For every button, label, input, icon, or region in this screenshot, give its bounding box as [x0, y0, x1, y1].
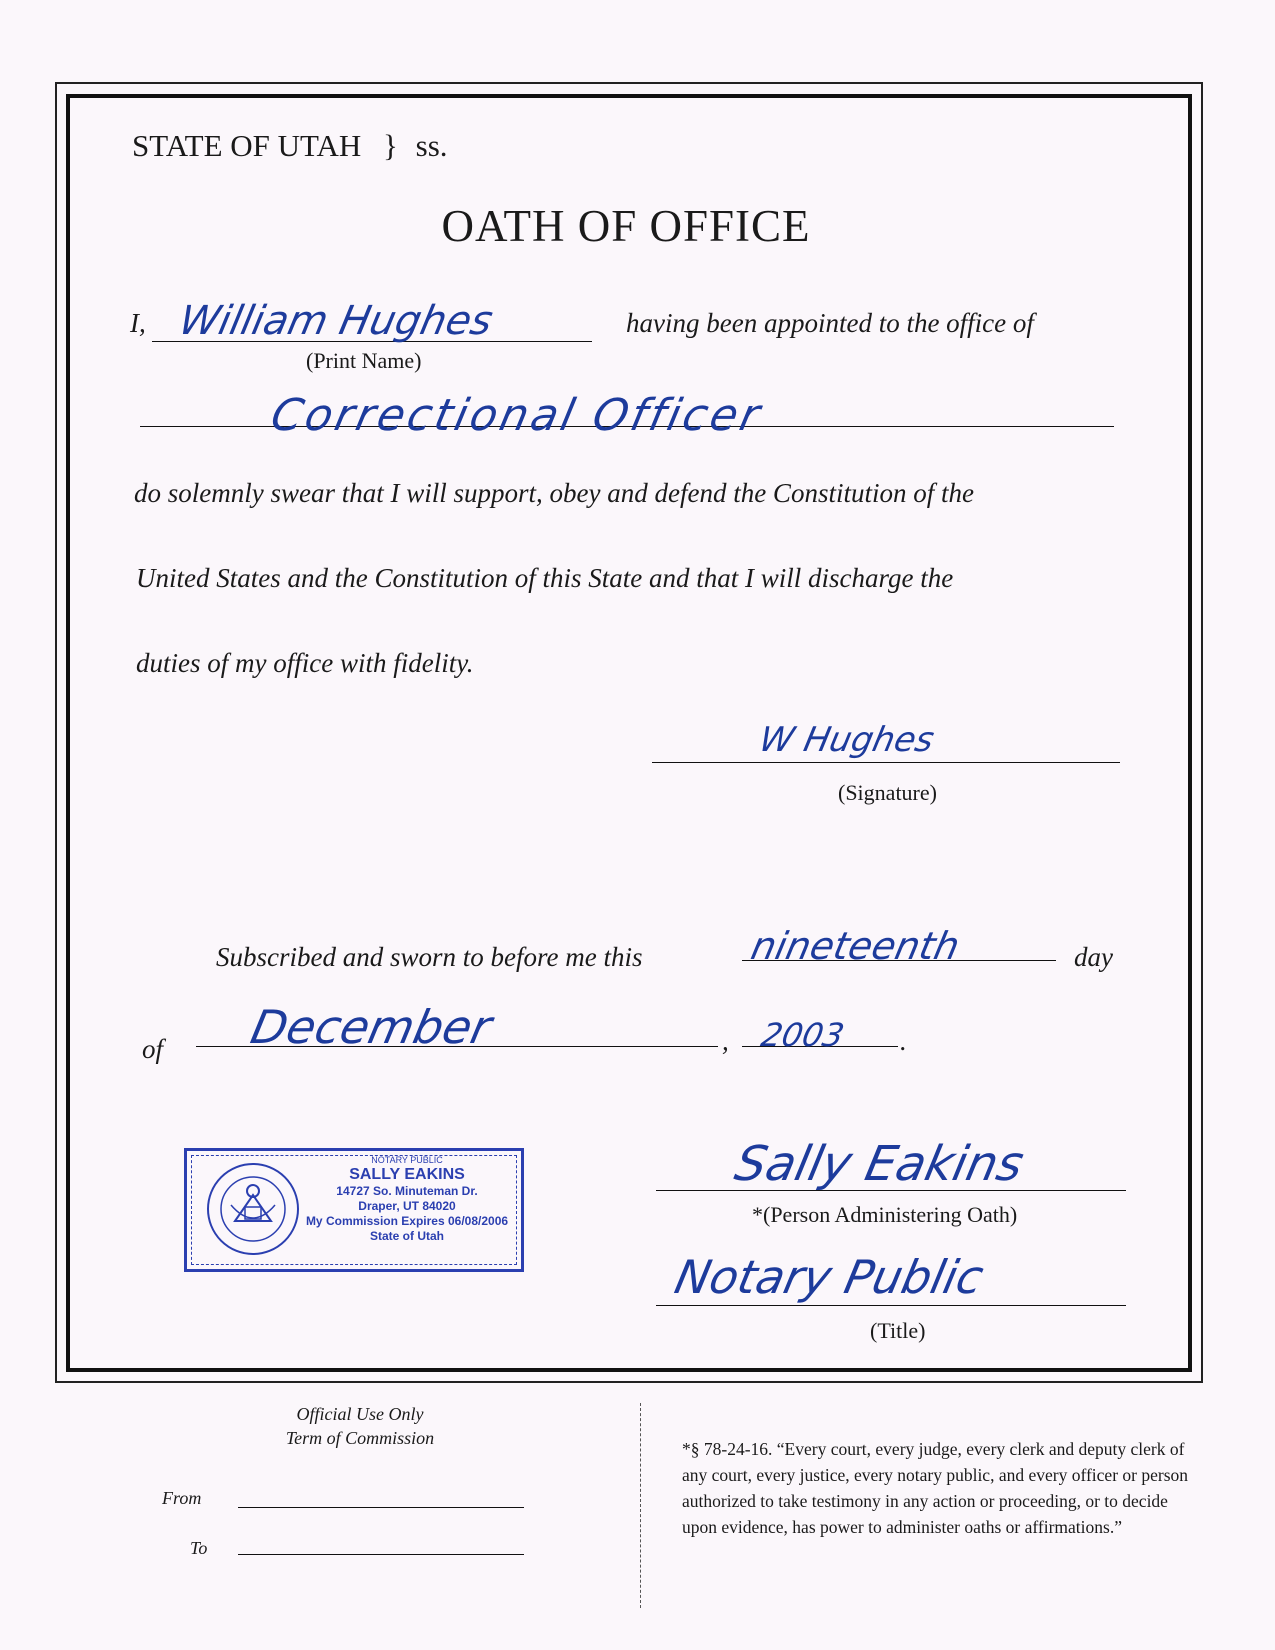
- signature-line: [652, 762, 1120, 763]
- oath-prefix: I,: [130, 308, 146, 338]
- comma: ,: [722, 1026, 729, 1056]
- of-label: of: [142, 1034, 164, 1064]
- period: .: [900, 1026, 907, 1056]
- official-use-heading: Official Use Only: [296, 1404, 424, 1424]
- oath-line-2: United States and the Constitution of this State and that I will discharge the: [136, 563, 954, 593]
- state-label: STATE OF UTAH: [132, 128, 362, 163]
- venue-brace: }: [383, 128, 398, 163]
- notary-stamp: [184, 1148, 524, 1272]
- stamp-line-3: 14727 So. Minuteman Dr.: [336, 1184, 478, 1198]
- appointed-text: having been appointed to the office of: [626, 308, 1034, 338]
- stamp-line-2: SALLY EAKINS: [349, 1166, 465, 1183]
- oath-line-3: duties of my office with fidelity.: [136, 648, 474, 678]
- stamp-line-5: My Commission Expires 06/08/2006: [305, 1214, 509, 1228]
- stamp-text: [299, 1155, 515, 1244]
- title-line: [656, 1305, 1126, 1306]
- to-line: [238, 1554, 524, 1555]
- ss-label: ss.: [415, 128, 448, 163]
- title-handwritten: Notary Public: [670, 1250, 989, 1304]
- office-handwritten: Correctional Officer: [266, 390, 768, 441]
- print-name-caption: (Print Name): [306, 348, 422, 373]
- state-seal-icon: [205, 1161, 301, 1257]
- oath-signature: W Hughes: [755, 720, 938, 760]
- administrator-signature: Sally Eakins: [730, 1136, 1029, 1192]
- from-label: From: [162, 1488, 202, 1508]
- term-heading: Term of Commission: [285, 1428, 435, 1448]
- signature-caption: (Signature): [838, 780, 937, 805]
- from-line: [238, 1507, 524, 1508]
- day-handwritten: nineteenth: [747, 924, 964, 968]
- document-title: OATH OF OFFICE: [441, 201, 811, 251]
- oath-line-1: do solemnly swear that I will support, obey and defend the Constitution of the: [134, 478, 974, 508]
- printed-name-handwritten: William Hughes: [175, 298, 497, 344]
- subscribed-text: Subscribed and sworn to before me this: [216, 942, 643, 972]
- statute-footnote: *§ 78-24-16. “Every court, every judge, every clerk and deputy clerk of any court, every justice, every notary public, and every officer or person authorized to take testimony in any action or proceeding, or to decide upon evidence, has power to administer oaths or affirmations.”: [682, 1439, 1189, 1537]
- stamp-line-4: Draper, UT 84020: [358, 1199, 456, 1213]
- administrator-caption: *(Person Administering Oath): [752, 1202, 1018, 1227]
- footer-divider: [640, 1403, 641, 1608]
- venue-line: [132, 128, 448, 164]
- stamp-line-1: NOTARY PUBLIC: [371, 1155, 443, 1165]
- to-label: To: [190, 1538, 208, 1558]
- day-label: day: [1074, 942, 1113, 972]
- stamp-line-6: State of Utah: [369, 1229, 444, 1243]
- month-handwritten: December: [246, 1000, 497, 1054]
- year-handwritten: 2003: [757, 1016, 848, 1054]
- title-caption: (Title): [870, 1318, 926, 1343]
